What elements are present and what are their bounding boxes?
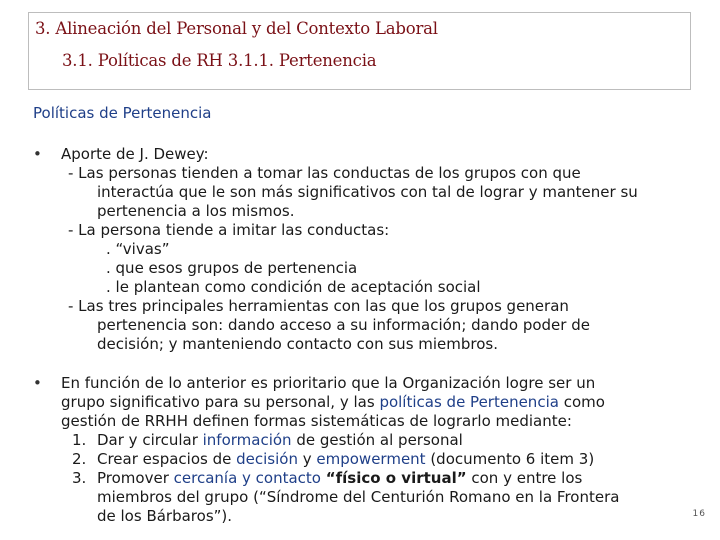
list-item-3-continuation: de los Bárbaros”). xyxy=(97,507,233,525)
section1-subitem: . “vivas” xyxy=(106,240,170,258)
page-number: 16 xyxy=(692,509,706,519)
text-run: de gestión al personal xyxy=(291,431,463,449)
highlight-cercania: cercanía y contacto xyxy=(173,469,321,487)
text-run: grupo significativo para su personal, y las xyxy=(61,393,380,411)
list-item-2 xyxy=(97,450,594,469)
text-run: y xyxy=(297,450,317,468)
section2-line: En función de lo anterior es prioritario que la Organización logre ser un xyxy=(61,374,596,392)
list-item-3-continuation: miembros del grupo (“Síndrome del Centurión Romano en la Frontera xyxy=(97,488,620,506)
list-number: 3. xyxy=(72,469,87,487)
slide-header-box xyxy=(28,12,691,90)
section-subtitle: Políticas de Pertenencia xyxy=(33,104,212,122)
highlight-decision: decisión xyxy=(236,450,298,468)
text-run: (documento 6 item 3) xyxy=(425,450,595,468)
list-number: 2. xyxy=(72,450,87,468)
section1-subitem: . que esos grupos de pertenencia xyxy=(106,259,358,277)
section1-line: pertenencia son: dando acceso a su información; dando poder de xyxy=(97,316,590,334)
highlight-fisico-virtual: “físico o virtual” xyxy=(325,469,467,487)
section1-line: pertenencia a los mismos. xyxy=(97,202,295,220)
text-run: con y entre los xyxy=(466,469,583,487)
highlight-informacion: información xyxy=(202,431,292,449)
text-run: Crear espacios de xyxy=(97,450,237,468)
header-title-line1: 3. Alineación del Personal y del Contexto Laboral xyxy=(35,19,438,38)
section1-title: Aporte de J. Dewey: xyxy=(61,145,209,163)
bullet-2: • xyxy=(33,374,42,392)
highlight-empowerment: empowerment xyxy=(316,450,426,468)
section1-line: - La persona tiende a imitar las conductas: xyxy=(68,221,390,239)
list-number: 1. xyxy=(72,431,87,449)
section1-line: decisión; y manteniendo contacto con sus miembros. xyxy=(97,335,499,353)
section1-line: - Las tres principales herramientas con las que los grupos generan xyxy=(68,297,569,315)
text-run: Promover xyxy=(97,469,174,487)
section1-line: - Las personas tienden a tomar las conductas de los grupos con que xyxy=(68,164,581,182)
section2-line xyxy=(61,393,605,412)
bullet-1: • xyxy=(33,145,42,163)
header-title-line2: 3.1. Políticas de RH 3.1.1. Pertenencia xyxy=(62,51,377,70)
section1-subitem: . le plantean como condición de aceptación social xyxy=(106,278,481,296)
section1-line: interactúa que le son más significativos con tal de lograr y mantener su xyxy=(97,183,638,201)
highlight-politicas: políticas de Pertenencia xyxy=(379,393,559,411)
text-run: como xyxy=(558,393,605,411)
section2-line: gestión de RRHH definen formas sistemáticas de lograrlo mediante: xyxy=(61,412,572,430)
text-run: Dar y circular xyxy=(97,431,203,449)
list-item-1 xyxy=(97,431,463,450)
list-item-3 xyxy=(97,469,582,488)
